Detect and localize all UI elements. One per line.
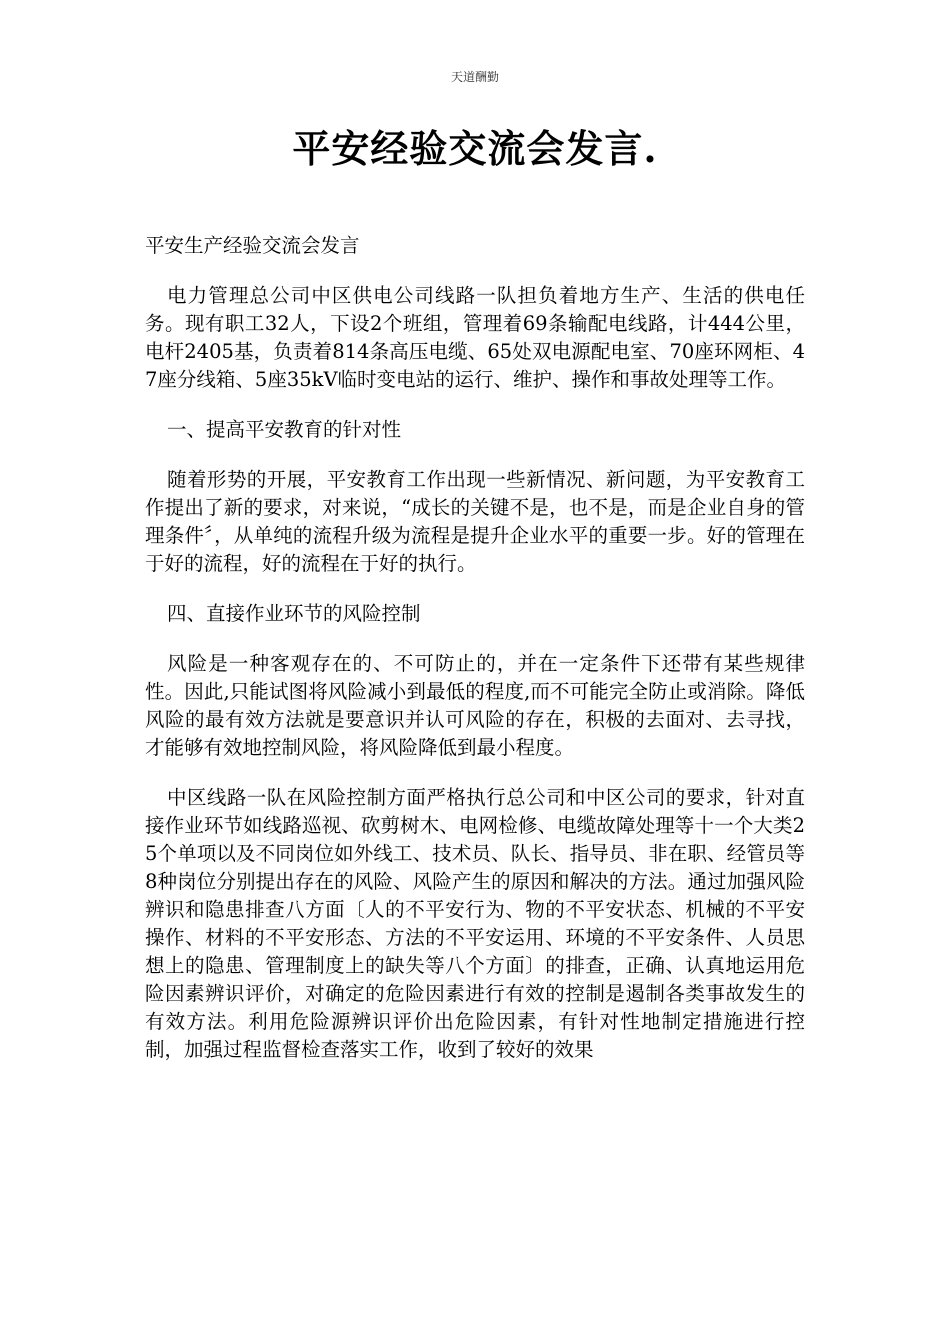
- paragraph-risk-control: 中区线路一队在风险控制方面严格执行总公司和中区公司的要求，针对直接作业环节如线路巡视、砍剪树木、电网检修、电缆故障处理等十一个大类25个单项以及不同岗位如外线工、技术员、队长、指导员、非在职、经管员等8种岗位分别提出存在的风险、风险产生的原因和解决的方法。通过加强风险辨识和隐患排查八方面〔人的不平安行为、物的不平安状态、机械的不平安操作、材料的不平安形态、方法的不平安运用、环境的不平安条件、人员思想上的隐患、管理制度上的缺失等八个方面〕的排查，正确、认真地运用危险因素辨识评价，对确定的危险因素进行有效的控制是遏制各类事故发生的有效方法。利用危险源辨识评价出危险因素，有针对性地制定措施进行控制，加强过程监督检查落实工作，收到了较好的效果: [145, 786, 805, 1061]
- document-body: [145, 232, 805, 1086]
- section-heading-4: 四、直接作业环节的风险控制: [167, 602, 421, 625]
- paragraph-intro: 电力管理总公司中区供电公司线路一队担负着地方生产、生活的供电任务。现有职工32人，下设2个班组，管理着69条输配电线路，计444公里，电杆2405基，负责着814条高压电缆、65处双电源配电室、70座环网柜、47座分线箱、5座35kV临时变电站的运行、维护、操作和事故处理等工作。: [145, 284, 805, 391]
- paragraph-subtitle: 平安生产经验交流会发言: [145, 234, 360, 257]
- section-heading-1: 一、提高平安教育的针对性: [167, 418, 402, 441]
- paragraph-education: 随着形势的开展，平安教育工作出现一些新情况、新问题，为平安教育工作提出了新的要求，对来说，“成长的关键不是，也不是，而是企业自身的管理条件〞，从单纯的流程升级为流程是提升企业水平的重要一步。好的管理在于好的流程，好的流程在于好的执行。: [145, 468, 805, 575]
- paragraph-risk: 风险是一种客观存在的、不可防止的，并在一定条件下还带有某些规律性。因此,只能试图将风险减小到最低的程度,而不可能完全防止或消除。降低风险的最有效方法就是要意识并认可风险的存在，积极的去面对、去寻找，才能够有效地控制风险，将风险降低到最小程度。: [145, 652, 805, 759]
- page-header: 天道酬勤: [450, 70, 499, 84]
- document-title: 平安经验交流会发言.: [292, 126, 658, 171]
